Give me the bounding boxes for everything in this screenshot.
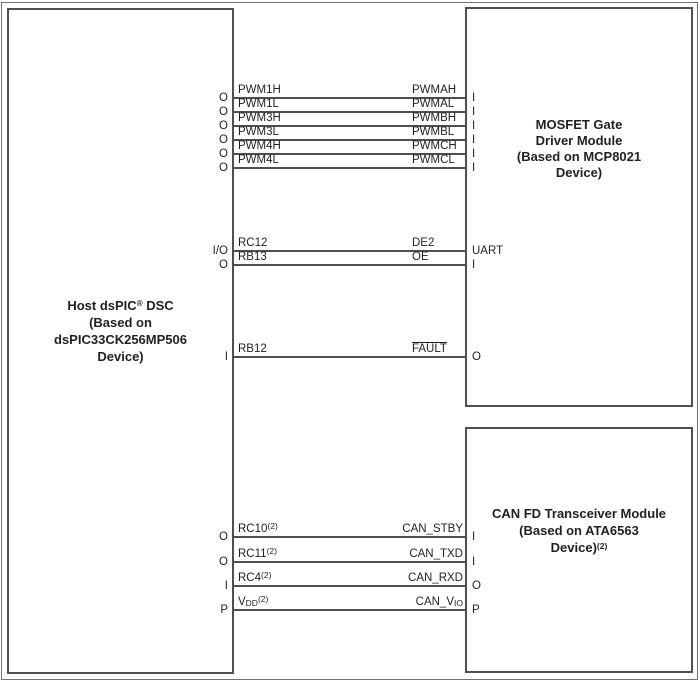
direction-marker-pwm1l: O	[219, 106, 228, 118]
pin-label-oe: OE	[412, 251, 429, 263]
registered-mark: ®	[136, 299, 143, 308]
direction-marker-rc11: O	[219, 556, 228, 568]
mosfet-title-line2: Driver Module	[535, 133, 623, 148]
pin-label-pwm4l: PWM4L	[238, 154, 279, 166]
mosfet-box-title	[465, 117, 693, 181]
direction-marker-rc4: I	[224, 580, 228, 592]
can-title-line1: CAN FD Transceiver Module	[491, 506, 667, 521]
direction-marker-rc12: I/O	[212, 245, 228, 257]
pin-label-pwmal: PWMAL	[412, 98, 455, 110]
direction-marker-vdd: P	[220, 604, 228, 616]
interface-label-uart: UART	[472, 245, 504, 257]
pin-label-pwmch: PWMCH	[412, 140, 457, 152]
can-box-title	[465, 505, 693, 556]
host-title-line1: Host dsPIC® DSC	[67, 298, 174, 313]
wire-rb12	[233, 356, 465, 358]
footnote-2: (2)	[261, 570, 272, 580]
direction-marker-pwm3l: O	[219, 134, 228, 146]
mosfet-title-line3: (Based on MCP8021	[516, 149, 642, 164]
pin-label-vdd: $V_{DD}^{(2)}$	[238, 594, 269, 608]
pin-label-can-vio: $CAN\_V_{IO}$	[415, 596, 463, 608]
wire-pwm4l	[233, 167, 465, 169]
pin-label-can-txd: CAN_TXD	[409, 548, 463, 560]
mosfet-title-line1: MOSFET Gate	[535, 117, 623, 132]
pin-label-pwmbl: PWMBL	[412, 126, 455, 138]
direction-marker-pwm4h: O	[219, 148, 228, 160]
direction-marker-pwm3h: O	[219, 120, 228, 132]
wire-vdd	[233, 609, 465, 611]
pin-label-de2: DE2	[412, 237, 435, 249]
wire-rc10	[233, 536, 465, 538]
vio-subscript: IO	[454, 598, 463, 608]
wire-rc11	[233, 561, 465, 563]
direction-marker-fault: O	[472, 351, 481, 363]
direction-marker-oe: I	[472, 259, 476, 271]
vdd-subscript: DD	[245, 598, 258, 608]
pin-label-pwmbh: PWMBH	[412, 112, 457, 124]
direction-marker-pwm1h: O	[219, 92, 228, 104]
wire-rc4	[233, 585, 465, 587]
direction-marker-can-rxd: O	[472, 580, 481, 592]
pin-label-pwm3h: PWM3H	[238, 112, 281, 124]
direction-marker-pwmal: I	[472, 106, 476, 118]
wire-rb13	[233, 264, 465, 266]
pin-label-pwm3l: PWM3L	[238, 126, 279, 138]
pin-label-rc10: RC10$^{(2)}$	[238, 521, 278, 535]
footnote-2: (2)	[267, 521, 278, 531]
direction-marker-pwmbh: I	[472, 120, 476, 132]
host-title-line4: Device)	[97, 349, 144, 364]
direction-marker-pwmbl: I	[472, 134, 476, 146]
footnote-2: (2)	[266, 546, 277, 556]
pin-label-rc12: RC12	[238, 237, 268, 249]
pin-label-rb12: RB12	[238, 343, 267, 355]
direction-marker-pwmch: I	[472, 148, 476, 160]
direction-marker-can-txd: I	[472, 556, 476, 568]
pin-label-can-stby: CAN_STBY	[402, 523, 463, 535]
host-title-line2: (Based on	[89, 315, 152, 330]
mosfet-title-line4: Device)	[555, 165, 603, 180]
pin-label-fault	[412, 343, 447, 356]
pin-label-rc4: RC4$^{(2)}$	[238, 570, 272, 584]
pin-label-pwm4h: PWM4H	[238, 140, 281, 152]
host-title-line3: dsPIC33CK256MP506	[54, 332, 187, 347]
pin-label-pwm1h: PWM1H	[238, 84, 281, 96]
direction-marker-can-vio: P	[472, 604, 480, 616]
wire-rc12	[233, 250, 465, 252]
mosfet-gate-driver-box	[465, 7, 693, 407]
pin-label-pwmcl: PWMCL	[412, 154, 455, 166]
pin-label-rb13: RB13	[238, 251, 267, 263]
direction-marker-pwmcl: I	[472, 162, 476, 174]
direction-marker-can-stby: I	[472, 531, 476, 543]
pin-label-can-rxd: CAN_RXD	[408, 572, 463, 584]
fault-overline-text: FAULT	[412, 343, 447, 355]
footnote-2: (2)	[257, 594, 269, 604]
can-title-footnote: (2)	[596, 541, 608, 551]
direction-marker-pwm4l: O	[219, 162, 228, 174]
pin-label-pwmah: PWMAH	[412, 84, 457, 96]
can-title-line2: (Based on ATA6563	[519, 523, 639, 538]
pin-label-pwm1l: PWM1L	[238, 98, 279, 110]
direction-marker-rc10: O	[219, 531, 228, 543]
direction-marker-rb12: I	[224, 351, 228, 363]
can-title-line3: Device)$^{(2)}$	[550, 540, 608, 555]
pin-label-rc11: RC11$^{(2)}$	[238, 546, 277, 560]
direction-marker-rb13: O	[219, 259, 228, 271]
direction-marker-pwmah: I	[472, 92, 476, 104]
